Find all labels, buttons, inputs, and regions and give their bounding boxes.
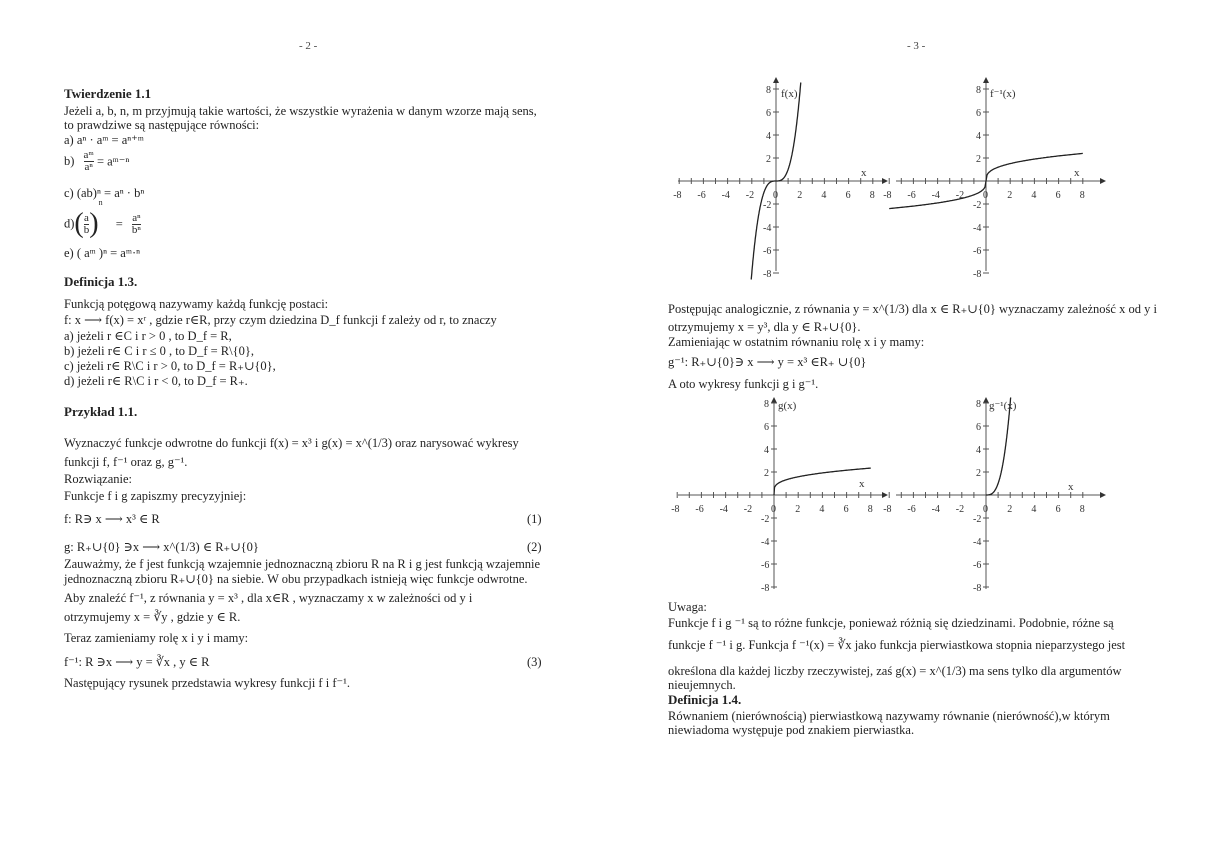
y-tick-label: 4: [764, 445, 769, 456]
right-text-2: otrzymujemy x = y³, dla y ∈ R₊∪{0}.: [668, 320, 861, 334]
definition-14-line-1: Równaniem (nierównością) pierwiastkową nazywamy równanie (nierówność),w którym: [668, 709, 1110, 723]
paragraph-2: Teraz zamieniamy rolę x i y i mamy:: [64, 631, 249, 645]
formula-b: [64, 150, 129, 173]
x-tick-label: -6: [907, 190, 916, 201]
graph-finv-x-label: x: [1074, 167, 1080, 179]
example-text-1: Wyznaczyć funkcje odwrotne do funkcji f(x) = x³ i g(x) = x^(1/3) oraz narysować wykresy: [64, 436, 519, 450]
paragraph-1-line-2: jednoznaczną zbioru R₊∪{0} na siebie. W obu przypadkach istnieją więc funkcje odwrotne.: [64, 572, 528, 586]
example-text-2: funkcji f, f⁻¹ oraz g, g⁻¹.: [64, 455, 188, 469]
x-tick-label: 0: [773, 190, 778, 201]
y-tick-label: -4: [973, 223, 982, 234]
paragraph-1-line-4: otrzymujemy x = ∛y , gdzie y ∈ R.: [64, 610, 241, 624]
y-tick-label: -4: [973, 537, 982, 548]
graph-g-axes: [678, 401, 882, 589]
note-line-1: Funkcje f i g ⁻¹ są to różne funkcje, ponieważ różnią się dziedzinami. Podobnie, różne są: [668, 616, 1114, 630]
graph-f-x-label: x: [861, 167, 867, 179]
x-tick-label: -6: [695, 504, 704, 515]
x-tick-label: -8: [883, 504, 892, 515]
x-tick-label: 6: [845, 190, 851, 201]
y-tick-label: 6: [976, 422, 981, 433]
graph-finv-axes: [896, 81, 1100, 271]
y-tick-label: 2: [976, 154, 981, 165]
right-paren-glyph: ): [89, 208, 99, 240]
y-tick-label: 4: [766, 131, 771, 142]
x-tick-label: 6: [843, 504, 849, 515]
y-tick-label: -8: [973, 269, 982, 280]
y-tick-label: -8: [763, 269, 772, 280]
x-tick-label: 8: [869, 190, 875, 201]
right-text-5: A oto wykresy funkcji g i g⁻¹.: [668, 377, 819, 391]
y-tick-label: 4: [976, 131, 981, 142]
formula-d-denominator: b: [83, 223, 90, 236]
y-tick-label: -2: [761, 514, 770, 525]
closing-text: Następujący rysunek przedstawia wykresy funkcji f i f⁻¹.: [64, 676, 350, 690]
definition-title: Definicja 1.3.: [64, 274, 138, 289]
theorem-title: Twierdzenie 1.1: [64, 86, 152, 101]
formula-d-equals: =: [115, 216, 123, 231]
note-line-4: nieujemnych.: [668, 678, 736, 692]
theorem-text-2: to prawdziwe są następujące równości:: [64, 118, 260, 132]
formula-d-numerator: a: [84, 211, 89, 224]
y-tick-label: 6: [764, 422, 769, 433]
y-tick-label: 8: [764, 399, 769, 410]
formula-c: c) (ab)ⁿ = aⁿ · bⁿ: [64, 186, 145, 200]
y-tick-label: 2: [766, 154, 771, 165]
x-tick-label: 8: [867, 504, 873, 515]
solution-text: Funkcje f i g zapiszmy precyzyjniej:: [64, 489, 247, 503]
definition-b: b) jeżeli r∈ C i r ≤ 0 , to D_f = R\{0},: [64, 344, 254, 358]
graph-ginv-curve: [986, 398, 1011, 496]
graph-g: [668, 395, 898, 593]
x-tick-label: 2: [1007, 190, 1013, 201]
graph-f: [668, 75, 898, 280]
formula-d-label: d): [64, 216, 75, 231]
graph-ginv: [883, 395, 1116, 594]
equation-2: g: R₊∪{0} ∋x ⟶ x^(1/3) ∈ R₊∪{0}: [64, 540, 259, 554]
graph-ginv-x-label: x: [1068, 481, 1074, 493]
x-tick-label: 6: [1055, 190, 1061, 201]
x-tick-label: 4: [819, 504, 825, 515]
y-tick-label: -2: [973, 200, 982, 211]
equation-1-number: (1): [527, 512, 542, 526]
x-tick-label: -2: [955, 504, 965, 515]
y-tick-label: 6: [766, 108, 771, 119]
formula-b-rhs: = aᵐ⁻ⁿ: [96, 154, 130, 169]
y-tick-label: 2: [976, 468, 981, 479]
x-arrow-icon: [1100, 492, 1106, 498]
x-tick-label: 0: [771, 504, 776, 515]
x-tick-label: -4: [721, 190, 730, 201]
x-tick-label: -2: [743, 504, 753, 515]
y-tick-label: -4: [763, 223, 772, 234]
x-tick-label: -4: [931, 190, 940, 201]
x-tick-label: 2: [797, 190, 803, 201]
example-title: Przykład 1.1.: [64, 404, 138, 419]
formula-b-numerator: aᵐ: [83, 149, 94, 161]
definition-c: c) jeżeli r∈ R\C i r > 0, to D_f = R₊∪{0},: [64, 359, 276, 373]
left-paren-glyph: (: [74, 208, 84, 240]
y-arrow-icon: [771, 397, 777, 403]
definition-14-title: Definicja 1.4.: [668, 692, 742, 707]
x-tick-label: -2: [745, 190, 755, 201]
x-tick-label: 4: [821, 190, 827, 201]
graph-g-curve: [774, 468, 871, 495]
graph-g-label: g(x): [778, 400, 797, 412]
y-tick-label: 4: [976, 445, 981, 456]
formula-d-rhs-denominator: bⁿ: [131, 223, 141, 236]
y-tick-label: 8: [766, 85, 771, 96]
definition-14-line-2: niewiadoma występuje pod znakiem pierwiastka.: [668, 723, 915, 737]
y-tick-label: -6: [763, 246, 772, 257]
x-tick-label: -4: [719, 504, 728, 515]
right-text-4: g⁻¹: R₊∪{0}∋ x ⟶ y = x³ ∈R₊ ∪{0}: [668, 355, 867, 369]
x-tick-label: 8: [1079, 504, 1085, 515]
y-tick-label: -4: [761, 537, 770, 548]
y-tick-label: 8: [976, 399, 981, 410]
y-tick-label: -6: [973, 246, 982, 257]
x-tick-label: 2: [1007, 504, 1013, 515]
formula-b-denominator: aⁿ: [84, 161, 93, 173]
formula-b-fraction: [84, 150, 94, 173]
graph-g-x-label: x: [859, 478, 865, 490]
y-tick-label: -2: [763, 200, 772, 211]
x-tick-label: 0: [983, 190, 988, 201]
paragraph-1-line-3: Aby znaleźć f⁻¹, z równania y = x³ , dla x∈R , wyznaczamy x w zależności od y i: [64, 591, 473, 605]
definition-d: d) jeżeli r∈ R\C i r < 0, to D_f = R₊.: [64, 374, 248, 388]
y-tick-label: -8: [973, 583, 982, 594]
y-tick-label: 2: [764, 468, 769, 479]
formula-d: [64, 198, 141, 240]
x-tick-label: 4: [1031, 190, 1037, 201]
paragraph-1-line-1: Zauważmy, że f jest funkcją wzajemnie jednoznaczną zbioru R na R i g jest funkcją wzajemnie: [64, 557, 541, 571]
graph-f-label: f(x): [781, 88, 798, 100]
y-tick-label: 6: [976, 108, 981, 119]
y-arrow-icon: [983, 77, 989, 83]
y-tick-label: -6: [973, 560, 982, 571]
equation-2-number: (2): [527, 540, 542, 554]
equation-3-number: (3): [527, 655, 542, 669]
formula-d-rhs-numerator: aⁿ: [132, 211, 141, 224]
graph-finv-label: f⁻¹(x): [990, 88, 1016, 100]
right-text-1: Postępując analogicznie, z równania y = x^(1/3) dla x ∈ R₊∪{0} wyznaczamy zależność x od y i: [668, 302, 1157, 316]
definition-intro: Funkcją potęgową nazywamy każdą funkcję postaci:: [64, 297, 329, 311]
note-line-3: określona dla każdej liczby rzeczywistej, zaś g(x) = x^(1/3) ma sens tylko dla argumentów: [668, 664, 1122, 678]
y-tick-label: 8: [976, 85, 981, 96]
formula-a: a) aⁿ · aᵐ = aⁿ⁺ᵐ: [64, 133, 144, 147]
x-tick-label: -2: [955, 190, 965, 201]
right-text-3: Zamieniając w ostatnim równaniu rolę x i y mamy:: [668, 335, 925, 349]
x-tick-label: 0: [983, 504, 988, 515]
definition-f: f: x ⟶ f(x) = xʳ , gdzie r∈R, przy czym dziedzina D_f funkcji f zależy od r, to znaczy: [64, 313, 497, 327]
note-title: Uwaga:: [668, 600, 707, 614]
graph-finv: [883, 75, 1116, 280]
y-tick-label: -6: [761, 560, 770, 571]
x-tick-label: 8: [1079, 190, 1085, 201]
formula-d-rhs-fraction: [132, 213, 141, 236]
y-tick-label: -2: [973, 514, 982, 525]
x-tick-label: 6: [1055, 504, 1061, 515]
x-tick-label: -8: [673, 190, 682, 201]
formula-e: e) ( aᵐ )ⁿ = aᵐ·ⁿ: [64, 246, 141, 260]
x-tick-label: -8: [671, 504, 680, 515]
page-number-right: - 3 -: [907, 40, 926, 52]
formula-b-label: b): [64, 154, 75, 168]
theorem-text-1: Jeżeli a, b, n, m przyjmują takie wartości, że wszystkie wyrażenia w danym wzorze mają sens,: [64, 104, 537, 118]
x-tick-label: -6: [697, 190, 706, 201]
formula-d-exponent: n: [98, 198, 103, 207]
x-arrow-icon: [1100, 178, 1106, 184]
page-number-left: - 2 -: [299, 40, 318, 52]
equation-1: f: R∋ x ⟶ x³ ∈ R: [64, 512, 160, 526]
y-arrow-icon: [773, 77, 779, 83]
graph-ginv-label: g⁻¹(x): [989, 400, 1017, 412]
x-tick-label: 2: [795, 504, 801, 515]
y-tick-label: -8: [761, 583, 770, 594]
x-tick-label: -4: [931, 504, 940, 515]
x-tick-label: -8: [883, 190, 892, 201]
x-tick-label: -6: [907, 504, 916, 515]
solution-label: Rozwiązanie:: [64, 472, 133, 486]
x-tick-label: 4: [1031, 504, 1037, 515]
equation-3: f⁻¹: R ∋x ⟶ y = ∛x , y ∈ R: [64, 655, 210, 669]
definition-a: a) jeżeli r ∈C i r > 0 , to D_f = R,: [64, 329, 232, 343]
note-line-2: funkcje f ⁻¹ i g. Funkcja f ⁻¹(x) = ∛x jako funkcja pierwiastkowa stopnia nieparzystego jest: [668, 638, 1126, 652]
graph-f-axes: [678, 81, 882, 271]
